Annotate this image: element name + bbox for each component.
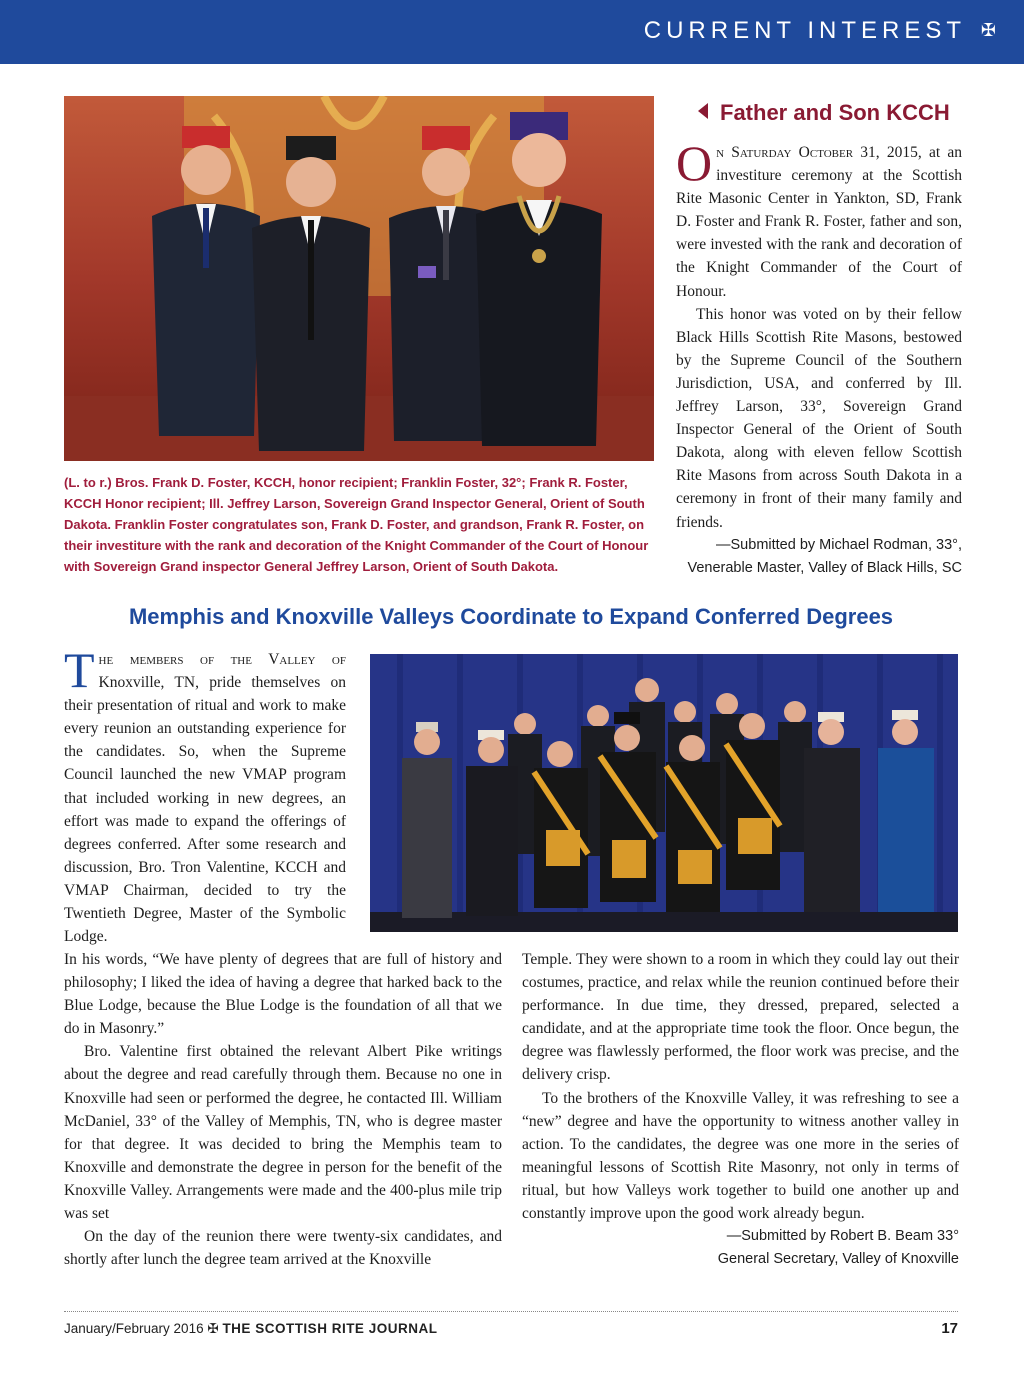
paragraph: Bro. Valentine first obtained the relevant Albert Pike writings about the degree and read carefully through them. Because no one in Knoxville had seen or performed the degree, he contacted Ill. William McDaniel, 33° of the Valley of Memphis, TN, who is degree master for that degree. It was decided to bring the Memphis team to Knoxville and demonstrate the degree in person for the benefit of the Knoxville Valley. Arrangements were made and the 400-plus mile trip was set — [64, 1043, 502, 1223]
photo-degree-team — [370, 654, 958, 932]
article-heading-memphis: Memphis and Knoxville Valleys Coordinate to Expand Conferred Degrees — [128, 604, 894, 629]
photo-caption: (L. to r.) Bros. Frank D. Foster, KCCH, honor recipient; Franklin Foster, 32°; Frank R. Foster, KCCH Honor recipient; Ill. Jeffrey Larson, Sovereign Grand Inspector General, Orient of South Dakota. Franklin Foster congratulates son, Frank D. Foster, and grandson, Frank R. Foster, on their investiture with the rank and decoration of the Knight Commander of the Court of Honour with Sovereign Grand inspector General Jeffrey Larson, Orient of South Dakota. — [64, 475, 649, 574]
issue-date: January/February 2016 — [64, 1321, 204, 1336]
article-body-left — [64, 948, 502, 1271]
submitted-by: —Submitted by Robert B. Beam 33° — [726, 1228, 959, 1245]
footer — [64, 1321, 437, 1337]
paragraph: On the day of the reunion there were twenty-six candidates, and shortly after lunch the degree team arrived at the Knoxville — [64, 1228, 502, 1269]
footer-divider — [64, 1311, 958, 1312]
paragraph-text: Knoxville, TN, pride themselves on their presentation of ritual and work to make every reunion an outstanding experience for the candidates. So, when the Supreme Council launched the new VMAP program that included working in new degrees, an effort was made to expand the offerings of degrees conferred. After some research and discussion, Bro. Tron Valentine, KCCH and VMAP Chairman, decided to try the Twentieth Degree, Master of the Symbolic Lodge. — [64, 674, 346, 946]
submitter-title: Venerable Master, Valley of Black Hills, SC — [687, 559, 962, 576]
article-body-intro — [64, 642, 346, 948]
journal-name: THE SCOTTISH RITE JOURNAL — [222, 1321, 438, 1336]
paragraph-text: at an investiture ceremony at the Scottish Rite Masonic Center in Yankton, SD, Frank D. Foster and Frank R. Foster, father and son, were invested with the rank and decoration of the Knight Commander of the Court of Honour. — [676, 144, 962, 300]
cross-icon: ✠ — [980, 20, 996, 41]
paragraph — [676, 135, 962, 303]
section-title: CURRENT INTEREST — [643, 17, 966, 44]
article-heading — [698, 100, 968, 126]
article-title: Father and Son KCCH — [720, 100, 950, 125]
paragraph-lead: he members of the Valley of — [98, 651, 346, 668]
article-body-kcch — [676, 135, 962, 580]
paragraph — [64, 642, 346, 948]
submitted-by: —Submitted by Michael Rodman, 33°, — [716, 536, 962, 553]
paragraph-lead: n Saturday October 31, 2015, — [716, 144, 922, 161]
paragraph: Temple. They were shown to a room in which they could lay out their costumes, practice, and relax while the reunion continued before their performance. In due time, they dressed, prepared, selected a candidate, and at the appropriate time took the floor. Once begun, the degree was flawlessly performed, the floor work was precise, and the delivery crisp. — [522, 951, 959, 1084]
paragraph: To the brothers of the Knoxville Valley, it was refreshing to see a “new” degree and have the opportunity to witness another valley in action. To the candidates, the degree was one more in the series of meaningful lessons of Scottish Rite Masonry, not only in terms of ritual, but how Valleys work together to build one another up and constantly improve upon the good work already begun. — [522, 1089, 959, 1223]
photo-kcch-group — [64, 96, 654, 461]
paragraph: This honor was voted on by their fellow Black Hills Scottish Rite Masons, bestowed by the Supreme Council of the Southern Jurisdiction, USA, and conferred by Ill. Jeffrey Larson, 33°, Sovereign Grand Inspector General of the Orient of South Dakota, along with eleven fellow Scottish Rite Masons from across South Dakota in a ceremony in front of their many family and friends. — [676, 305, 962, 531]
article-body-right — [522, 948, 959, 1271]
submitter-title: General Secretary, Valley of Knoxville — [717, 1251, 959, 1268]
cross-icon: ✠ — [207, 1321, 219, 1336]
page-number: 17 — [941, 1320, 958, 1337]
triangle-left-icon — [698, 103, 708, 119]
drop-cap: T — [64, 642, 95, 698]
paragraph: In his words, “We have plenty of degrees that are full of history and philosophy; I liked the idea of having a degree that harked back to the Blue Lodge, because the Blue Lodge is the foundation of all that we do in Masonry.” — [64, 951, 502, 1038]
drop-cap: O — [676, 135, 713, 191]
section-banner — [0, 0, 1024, 64]
